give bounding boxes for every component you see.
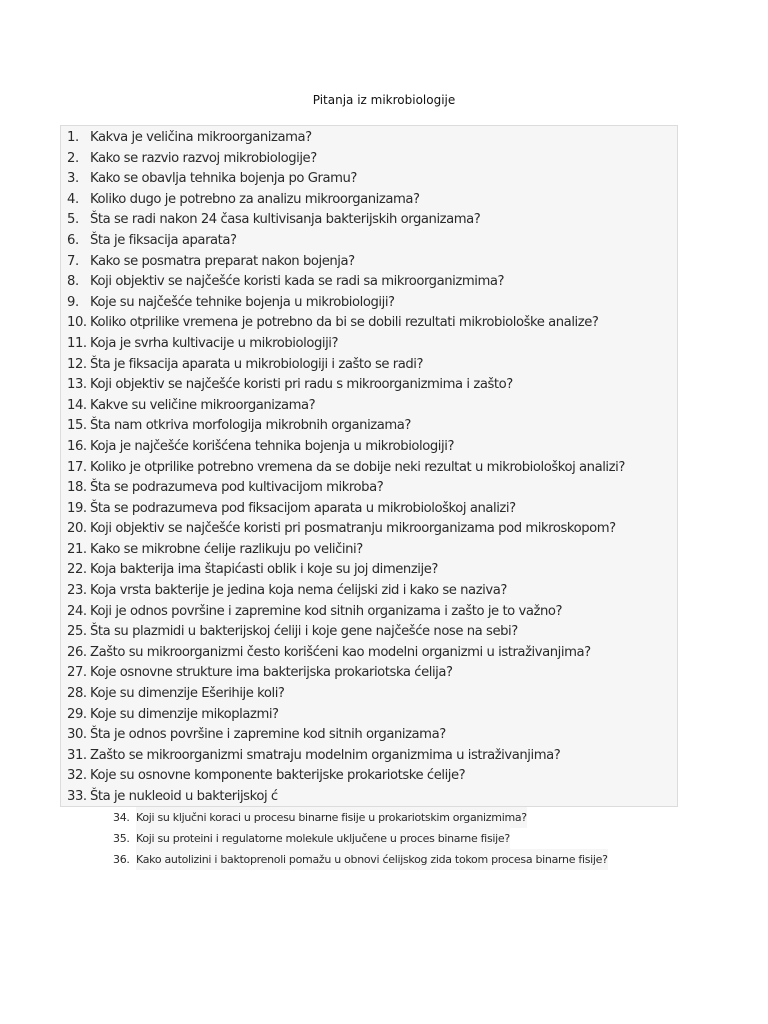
question-text: Koja je najčešće korišćena tehnika bojenja u mikrobiologiji? bbox=[90, 438, 454, 454]
question-number: 17. bbox=[67, 459, 87, 475]
question-number: 18. bbox=[67, 480, 87, 496]
extra-question-list bbox=[110, 807, 655, 870]
question-number: 33. bbox=[67, 789, 87, 804]
question-number: 26. bbox=[67, 644, 87, 660]
question-number: 1. bbox=[67, 130, 79, 145]
question-number: 12. bbox=[67, 356, 87, 372]
question-item bbox=[61, 252, 677, 273]
question-text: Koje su dimenzije Ešerihije koli? bbox=[90, 686, 285, 702]
question-text: Kakva je veličina mikroorganizama? bbox=[90, 130, 312, 145]
question-number: 6. bbox=[67, 232, 79, 248]
question-item bbox=[61, 396, 677, 417]
question-item bbox=[61, 581, 677, 602]
question-text: Koja bakterija ima štapićasti oblik i koje su joj dimenzije? bbox=[90, 562, 438, 578]
question-text: Koji objektiv se najčešće koristi pri radu s mikroorganizmima i zašto? bbox=[90, 377, 513, 393]
question-number: 30. bbox=[67, 727, 87, 743]
question-number: 28. bbox=[67, 686, 87, 702]
question-number: 16. bbox=[67, 438, 87, 454]
question-number: 29. bbox=[67, 706, 87, 722]
question-number: 9. bbox=[67, 294, 79, 310]
question-number: 4. bbox=[67, 191, 79, 207]
question-item bbox=[61, 231, 677, 252]
question-text: Kako se razvio razvoj mikrobiologije? bbox=[90, 150, 317, 166]
question-item bbox=[61, 190, 677, 211]
question-text: Koja vrsta bakterije je jedina koja nema ćelijski zid i kako se naziva? bbox=[90, 583, 507, 599]
question-item bbox=[61, 787, 677, 808]
question-text: Koja je svrha kultivacije u mikrobiologiji? bbox=[90, 335, 339, 351]
question-text: Šta nam otkriva morfologija mikrobnih organizama? bbox=[90, 418, 411, 434]
question-number: 27. bbox=[67, 665, 87, 681]
question-item bbox=[110, 849, 655, 870]
question-number: 25. bbox=[67, 624, 87, 640]
question-number: 31. bbox=[67, 747, 87, 763]
question-item bbox=[61, 684, 677, 705]
question-item bbox=[61, 416, 677, 437]
document-title: Pitanja iz mikrobiologije bbox=[312, 93, 456, 107]
question-number: 36. bbox=[113, 853, 130, 866]
main-question-list bbox=[61, 126, 677, 808]
question-text: Koji su ključni koraci u procesu binarne fisije u prokariotskim organizmima? bbox=[136, 807, 527, 828]
question-item bbox=[61, 602, 677, 623]
question-text: Šta je fiksacija aparata? bbox=[90, 232, 237, 248]
question-number: 2. bbox=[67, 150, 79, 166]
question-item bbox=[61, 437, 677, 458]
question-number: 11. bbox=[67, 335, 87, 351]
question-text: Koliko otprilike vremena je potrebno da bi se dobili rezultati mikrobiološke analize? bbox=[90, 315, 599, 331]
question-item bbox=[61, 210, 677, 231]
question-text: Kako se mikrobne ćelije razlikuju po veličini? bbox=[90, 541, 363, 557]
question-number: 22. bbox=[67, 562, 87, 578]
question-number: 7. bbox=[67, 253, 79, 269]
question-text: Šta se podrazumeva pod kultivacijom mikroba? bbox=[90, 480, 384, 496]
question-number: 3. bbox=[67, 171, 79, 187]
question-text: Koje su dimenzije mikoplazmi? bbox=[90, 706, 279, 722]
question-item bbox=[61, 746, 677, 767]
question-item bbox=[61, 293, 677, 314]
question-item bbox=[61, 375, 677, 396]
question-text: Kako autolizini i baktoprenoli pomažu u obnovi ćelijskog zida tokom procesa binarne fisije? bbox=[136, 849, 608, 870]
question-text: Koliko dugo je potrebno za analizu mikroorganizama? bbox=[90, 191, 420, 207]
question-text: Kako se posmatra preparat nakon bojenja? bbox=[90, 253, 355, 269]
question-number: 5. bbox=[67, 212, 79, 228]
question-item bbox=[61, 560, 677, 581]
question-number: 10. bbox=[67, 315, 87, 331]
question-number: 35. bbox=[113, 832, 130, 845]
question-list-box bbox=[60, 125, 678, 807]
question-text: Kako se obavlja tehnika bojenja po Gramu? bbox=[90, 171, 357, 187]
question-number: 15. bbox=[67, 418, 87, 434]
question-item bbox=[61, 725, 677, 746]
question-item bbox=[61, 519, 677, 540]
question-text: Šta je fiksacija aparata u mikrobiologiji i zašto se radi? bbox=[90, 356, 424, 372]
question-item bbox=[61, 458, 677, 479]
question-item bbox=[61, 622, 677, 643]
question-number: 24. bbox=[67, 603, 87, 619]
question-text: Koje su najčešće tehnike bojenja u mikrobiologiji? bbox=[90, 294, 395, 310]
question-text: Šta je odnos površine i zapremine kod sitnih organizama? bbox=[90, 727, 446, 743]
question-text: Koji objektiv se najčešće koristi kada se radi sa mikroorganizmima? bbox=[90, 274, 505, 290]
question-item bbox=[61, 128, 677, 149]
question-text: Šta se radi nakon 24 časa kultivisanja bakterijskih organizama? bbox=[90, 212, 481, 228]
question-item bbox=[110, 807, 655, 828]
question-number: 13. bbox=[67, 377, 87, 393]
question-text: Koji je odnos površine i zapremine kod sitnih organizama i zašto je to važno? bbox=[90, 603, 563, 619]
question-number: 14. bbox=[67, 397, 87, 413]
question-number: 32. bbox=[67, 768, 87, 784]
question-text: Zašto su mikroorganizmi često korišćeni kao modelni organizmi u istraživanjima? bbox=[90, 644, 591, 660]
question-text: Kakve su veličine mikroorganizama? bbox=[90, 397, 316, 413]
question-item bbox=[61, 478, 677, 499]
question-number: 19. bbox=[67, 500, 87, 516]
question-item bbox=[61, 272, 677, 293]
question-text: Koliko je otprilike potrebno vremena da se dobije neki rezultat u mikrobiološkoj analizi? bbox=[90, 459, 625, 475]
question-text: Koji objektiv se najčešće koristi pri posmatranju mikroorganizama pod mikroskopom? bbox=[90, 521, 616, 537]
question-item bbox=[61, 499, 677, 520]
question-number: 20. bbox=[67, 521, 87, 537]
question-number: 23. bbox=[67, 583, 87, 599]
question-item bbox=[61, 663, 677, 684]
question-item bbox=[61, 169, 677, 190]
question-item bbox=[61, 355, 677, 376]
question-item bbox=[61, 643, 677, 664]
question-text: Zašto se mikroorganizmi smatraju modelnim organizmima u istraživanjima? bbox=[90, 747, 561, 763]
question-item bbox=[61, 313, 677, 334]
question-item bbox=[110, 828, 655, 849]
question-text: Šta su plazmidi u bakterijskoj ćeliji i koje gene najčešće nose na sebi? bbox=[90, 624, 518, 640]
question-number: 21. bbox=[67, 541, 87, 557]
question-item bbox=[61, 766, 677, 787]
question-item bbox=[61, 540, 677, 561]
question-item bbox=[61, 705, 677, 726]
question-number: 8. bbox=[67, 274, 79, 290]
question-number: 34. bbox=[113, 811, 130, 824]
question-text: Koje su osnovne komponente bakterijske prokariotske ćelije? bbox=[90, 768, 466, 784]
question-text: Koji su proteini i regulatorne molekule uključene u proces binarne fisije? bbox=[136, 828, 510, 849]
question-text: Šta se podrazumeva pod fiksacijom aparata u mikrobiološkoj analizi? bbox=[90, 500, 516, 516]
question-item bbox=[61, 334, 677, 355]
question-text: Koje osnovne strukture ima bakterijska prokariotska ćelija? bbox=[90, 665, 453, 681]
question-item bbox=[61, 149, 677, 170]
question-text: Šta je nukleoid u bakterijskoj ć bbox=[90, 789, 278, 804]
